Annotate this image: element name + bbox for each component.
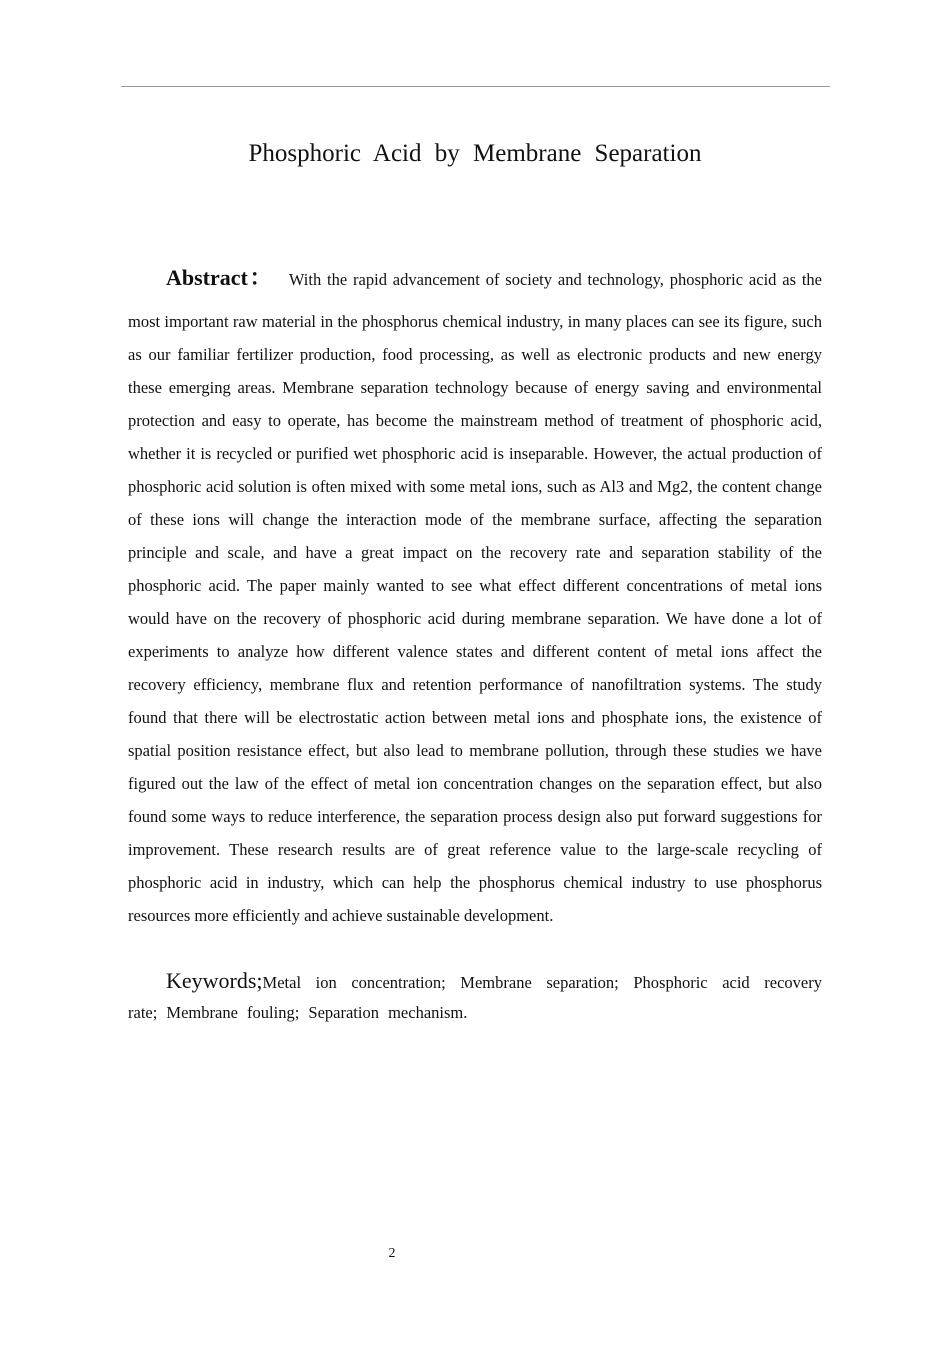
keywords-label: Keywords; (166, 968, 263, 993)
abstract-first-line (166, 262, 822, 294)
keywords-first-line (166, 964, 822, 998)
abstract-first-line-text: With the rapid advancement of society and technology, phosphoric acid as the (288, 270, 823, 289)
abstract-body: most important raw material in the phosphorus chemical industry, in many places can see its figure, such as our familiar fertilizer production, food processing, as well as electronic products and new energy these emerging areas. Membrane separation technology because of energy saving and environmental protection and easy to operate, has become the mainstream method of treatment of phosphoric acid, whether it is recycled or purified wet phosphoric acid is inseparable. However, the actual production of phosphoric acid solution is often mixed with some metal ions, such as Al3 and Mg2, the content change of these ions will change the interaction mode of the membrane surface, affecting the separation principle and scale, and have a great impact on the recovery rate and separation stability of the phosphoric acid. The paper mainly wanted to see what effect different concentrations of metal ions would have on the recovery of phosphoric acid during membrane separation. We have done a lot of experiments to analyze how different valence states and different content of metal ions affect the recovery efficiency, membrane flux and retention performance of nanofiltration systems. The study found that there will be electrostatic action between metal ions and phosphate ions, the existence of spatial position resistance effect, but also lead to membrane pollution, through these studies we have figured out the law of the effect of metal ion concentration changes on the separation effect, but also found some ways to reduce interference, the separation process design also put forward suggestions for improvement. These research results are of great reference value to the large-scale recycling of phosphoric acid in industry, which can help the phosphorus chemical industry to use phosphorus resources more efficiently and achieve sustainable development. (128, 312, 822, 925)
abstract-label: Abstract： (166, 265, 274, 290)
page-number: 2 (388, 1246, 396, 1261)
header-rule (121, 86, 830, 87)
keywords-first-line-text: Metal ion concentration; Membrane separation; Phosphoric acid recovery (262, 973, 822, 992)
paper-title: Phosphoric Acid by Membrane Separation (248, 140, 702, 167)
keywords-second-line: rate; Membrane fouling; Separation mechanism. (128, 1003, 468, 1022)
